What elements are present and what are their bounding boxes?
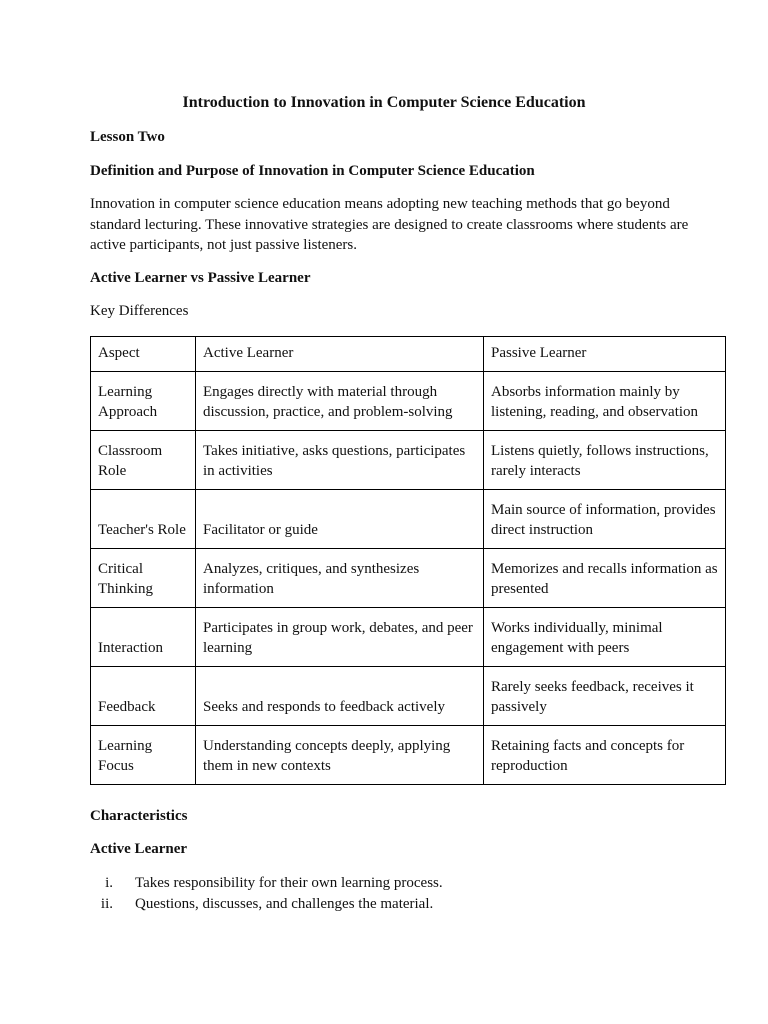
table-row [91, 490, 726, 549]
table-cell: Learning Focus [91, 726, 196, 785]
table-cell: Works individually, minimal engagement with peers [484, 608, 726, 667]
table-cell: Rarely seeks feedback, receives it passively [484, 667, 726, 726]
intro-paragraph: Innovation in computer science education means adopting new teaching methods that go beyond standard lecturing. These innovative strategies are designed to create classrooms where students are active participants, not just passive listeners. [90, 196, 689, 253]
list-marker: i. [105, 875, 113, 891]
table-cell: Teacher's Role [91, 490, 196, 549]
table-cell: Facilitator or guide [196, 490, 484, 549]
table-cell: Learning Approach [91, 372, 196, 431]
table-cell: Absorbs information mainly by listening, reading, and observation [484, 372, 726, 431]
table-row [91, 372, 726, 431]
comparison-heading: Active Learner vs Passive Learner [90, 270, 311, 286]
table-header-cell: Active Learner [196, 337, 484, 372]
section-heading: Definition and Purpose of Innovation in Computer Science Education [90, 163, 535, 179]
table-row [91, 667, 726, 726]
list-item [90, 894, 443, 915]
table-cell: Interaction [91, 608, 196, 667]
table-cell: Analyzes, critiques, and synthesizes information [196, 549, 484, 608]
list-item [90, 873, 443, 894]
table-cell: Feedback [91, 667, 196, 726]
table-row [91, 726, 726, 785]
table-row [91, 431, 726, 490]
active-learner-heading: Active Learner [90, 841, 188, 857]
list-item-text: Questions, discusses, and challenges the material. [135, 895, 434, 912]
table-cell: Retaining facts and concepts for reproduction [484, 726, 726, 785]
table-cell: Seeks and responds to feedback actively [196, 667, 484, 726]
key-differences-label: Key Differences [90, 303, 189, 319]
document-title: Introduction to Innovation in Computer Science Education [182, 94, 586, 111]
list-marker: ii. [100, 895, 113, 912]
table-row [91, 608, 726, 667]
table-cell: Main source of information, provides direct instruction [484, 490, 726, 549]
table-cell: Participates in group work, debates, and peer learning [196, 608, 484, 667]
table-cell: Listens quietly, follows instructions, rarely interacts [484, 431, 726, 490]
lesson-heading: Lesson Two [90, 129, 165, 145]
table-cell: Memorizes and recalls information as presented [484, 549, 726, 608]
table-cell: Understanding concepts deeply, applying them in new contexts [196, 726, 484, 785]
table-header-row [91, 337, 726, 372]
active-learner-list [90, 873, 443, 914]
table-cell: Engages directly with material through discussion, practice, and problem-solving [196, 372, 484, 431]
table-cell: Critical Thinking [91, 549, 196, 608]
table-header-cell: Passive Learner [484, 337, 726, 372]
table-row [91, 549, 726, 608]
table-header-cell: Aspect [91, 337, 196, 372]
list-item-text: Takes responsibility for their own learning process. [135, 875, 443, 891]
comparison-table [90, 336, 726, 785]
characteristics-heading: Characteristics [90, 808, 188, 824]
table-cell: Takes initiative, asks questions, participates in activities [196, 431, 484, 490]
table-cell: Classroom Role [91, 431, 196, 490]
